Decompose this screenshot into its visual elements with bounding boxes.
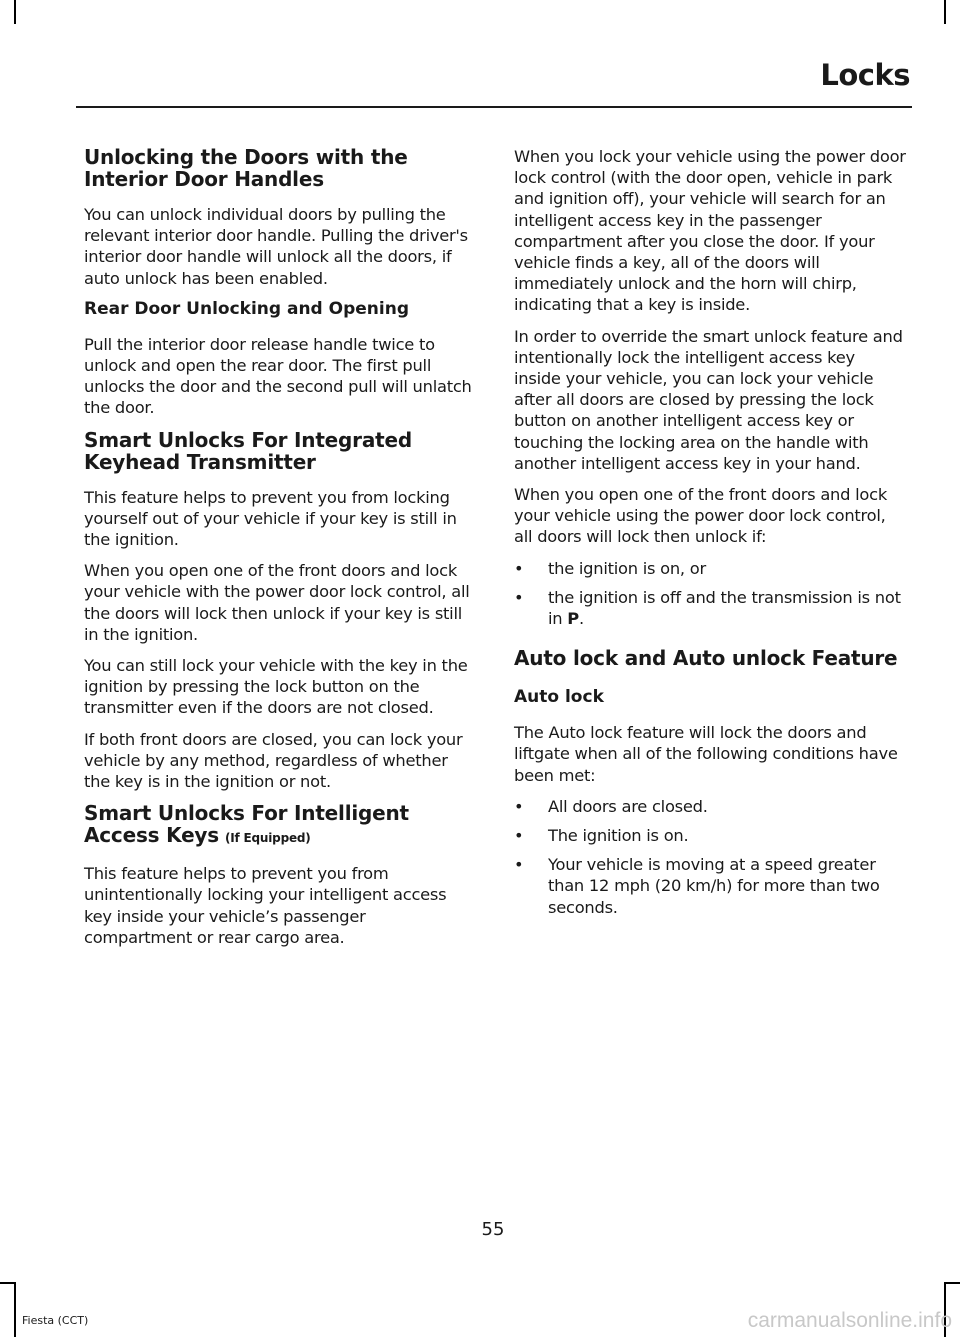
bullet-icon: •	[514, 826, 524, 846]
list-item: • the ignition is off and the transmission is not in P.	[514, 587, 901, 629]
bullet-icon: •	[514, 855, 524, 875]
paragraph: Pull the interior door release handle twice to unlock and open the rear door. The first pull unlocks the door and the second pull will unlatch the door.	[84, 334, 472, 418]
page-title: Locks	[820, 58, 910, 92]
paragraph: When you open one of the front doors and lock your vehicle with the power door lock control, all the doors will lock then unlock if your key is still in the ignition.	[84, 561, 470, 644]
crop-mark-bottom-left-vertical	[14, 1282, 16, 1337]
bullet-icon: •	[514, 587, 524, 607]
crop-mark-bottom-right-horizontal	[944, 1282, 960, 1284]
list-item: • Your vehicle is moving at a speed greater than 12 mph (20 km/h) for more than two seconds.	[514, 855, 880, 917]
section-heading-interior-handles: Unlocking the Doors with the Interior Door Handles	[84, 145, 408, 191]
paragraph: If both front doors are closed, you can lock your vehicle by any method, regardless of whether the key is in the ignition or not.	[84, 729, 463, 792]
list-item: • All doors are closed.	[514, 796, 708, 816]
paragraph: This feature helps to prevent you from locking yourself out of your vehicle if your key is still in the ignition.	[84, 487, 457, 550]
right-column	[514, 146, 906, 928]
bullet-list-unlock-conditions	[514, 558, 906, 630]
subsection-heading-rear-door: Rear Door Unlocking and Opening	[84, 298, 409, 319]
section-heading-smart-unlocks-intelligent-keys	[84, 802, 476, 849]
paragraph: When you open one of the front doors and lock your vehicle using the power door lock control, all doors will lock then unlock if:	[514, 485, 887, 547]
left-column	[84, 146, 476, 958]
crop-mark-bottom-left-horizontal	[0, 1282, 16, 1284]
section-heading-auto-lock: Auto lock and Auto unlock Feature	[514, 646, 898, 671]
footer-model-label: Fiesta (CCT)	[22, 1314, 89, 1327]
gear-position: P	[567, 609, 579, 629]
header-rule	[76, 106, 912, 108]
paragraph: You can still lock your vehicle with the key in the ignition by pressing the lock button on the transmitter even if the doors are not closed.	[84, 656, 468, 718]
heading-text: Smart Unlocks For Intelligent Access Keys	[84, 801, 409, 848]
crop-mark-top-right-vertical	[944, 0, 946, 24]
bullet-icon: •	[514, 558, 524, 578]
section-heading-smart-unlocks-keyhead: Smart Unlocks For Integrated Keyhead Transmitter	[84, 427, 412, 474]
bullet-icon: •	[514, 796, 524, 816]
list-item: • The ignition is on.	[514, 826, 689, 846]
list-item: • the ignition is on, or	[514, 558, 706, 578]
paragraph: You can unlock individual doors by pulling the relevant interior door handle. Pulling the driver's interior door handle will unlock all the doors, if auto unlock has been enabled.	[84, 205, 468, 288]
paragraph: When you lock your vehicle using the power door lock control (with the door open, vehicle in park and ignition off), your vehicle will search for an intelligent access key in the passenger compartment after you close the door. If your vehicle finds a key, all of the doors will immediately unlock and the horn will chirp, indicating that a key is inside.	[514, 147, 906, 315]
page-number: 55	[481, 1219, 505, 1240]
subsection-heading-auto-lock: Auto lock	[514, 687, 604, 708]
paragraph: In order to override the smart unlock feature and intentionally lock the intelligent access key inside your vehicle, you can lock your vehicle after all doors are closed by pressing the lock button on another intelligent access key or touching the locking area on the handle with another intelligent access key in your hand.	[514, 326, 903, 473]
paragraph: The Auto lock feature will lock the doors and liftgate when all of the following conditions have been met:	[514, 723, 898, 785]
watermark-link[interactable]: carmanualsonline.info	[747, 1309, 952, 1332]
paragraph: This feature helps to prevent you from unintentionally locking your intelligent access key inside your vehicle’s passenger compartment or rear cargo area.	[84, 864, 447, 947]
crop-mark-top-left-vertical	[14, 0, 16, 24]
equipment-qualifier: (If Equipped)	[224, 831, 311, 846]
bullet-list-auto-lock-conditions	[514, 796, 906, 918]
